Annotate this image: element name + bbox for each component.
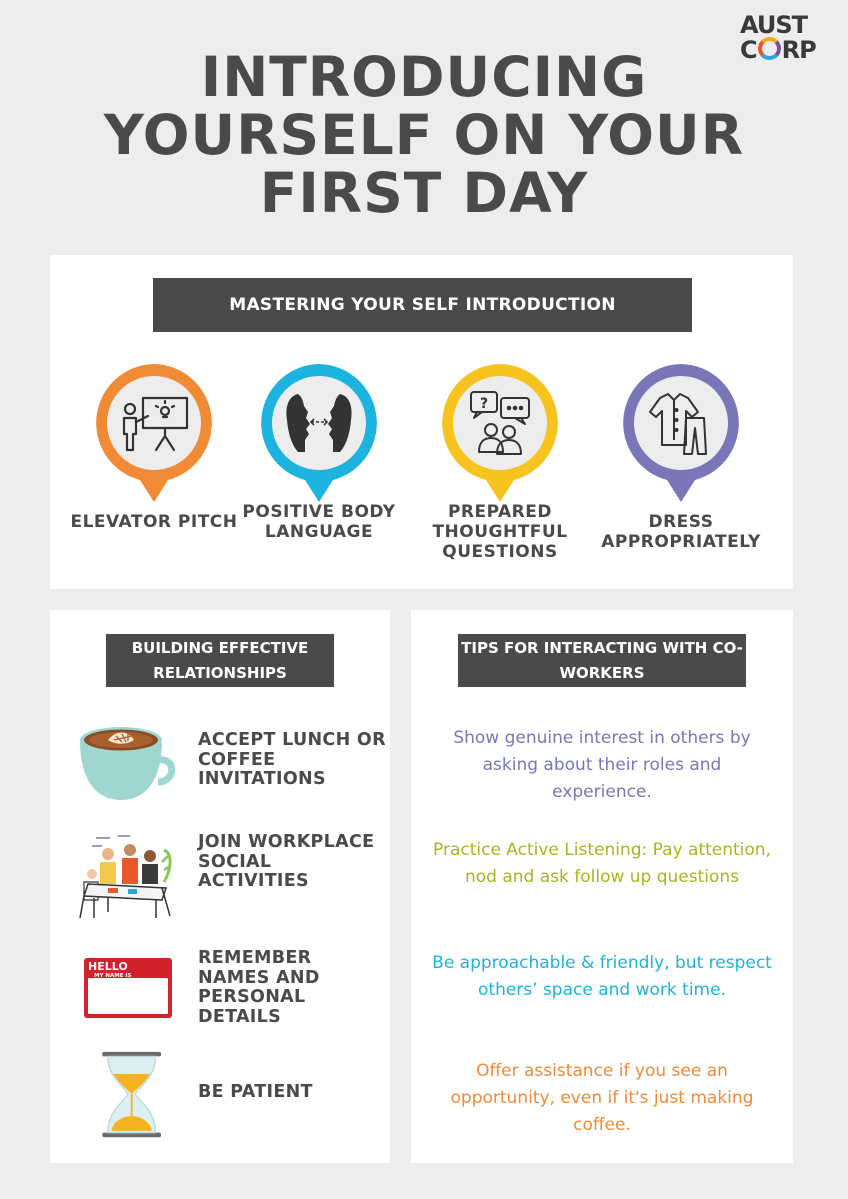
label-remember-names: REMEMBER NAMES AND PERSONAL DETAILS <box>198 948 320 1027</box>
page-title: INTRODUCING YOURSELF ON YOUR FIRST DAY <box>103 45 745 225</box>
label-positive-body-language: POSITIVE BODY LANGUAGE <box>242 502 396 542</box>
name-tag-icon <box>78 948 178 1038</box>
name-tag-my-name-is: MY NAME IS <box>94 973 132 979</box>
name-tag-hello: HELLO <box>88 960 128 973</box>
label-prepared-questions: PREPARED THOUGHTFUL QUESTIONS <box>432 502 568 562</box>
relationships-panel <box>50 610 390 1163</box>
relationships-heading: BUILDING EFFECTIVE RELATIONSHIPS <box>106 634 334 687</box>
team-table-icon <box>78 832 178 922</box>
tips-panel <box>411 610 793 1163</box>
mastering-heading: MASTERING YOUR SELF INTRODUCTION <box>153 278 692 332</box>
pin-dress-appropriately <box>620 362 742 502</box>
logo-line-1: AUST <box>740 11 807 39</box>
tip-approachable: Be approachable & friendly, but respect others’ space and work time. <box>432 953 772 1000</box>
mastering-panel <box>50 255 793 589</box>
label-elevator-pitch: ELEVATOR PITCH <box>70 512 238 532</box>
hourglass-icon <box>78 1050 178 1140</box>
label-accept-lunch: ACCEPT LUNCH OR COFFEE INVITATIONS <box>198 730 386 789</box>
label-be-patient: BE PATIENT <box>198 1082 313 1102</box>
tips-heading: TIPS FOR INTERACTING WITH CO-WORKERS <box>458 634 746 687</box>
coffee-cup-icon <box>78 720 178 810</box>
tip-genuine-interest: Show genuine interest in others by asking about their roles and experience. <box>453 728 751 802</box>
label-dress-appropriately: DRESS APPROPRIATELY <box>601 512 761 552</box>
pin-prepared-questions <box>439 362 561 502</box>
tip-offer-assistance: Offer assistance if you see an opportunity, even if it's just making coffee. <box>450 1061 754 1135</box>
pin-positive-body-language <box>258 362 380 502</box>
label-join-social: JOIN WORKPLACE SOCIAL ACTIVITIES <box>198 832 375 891</box>
svg-text:?: ? <box>479 396 489 412</box>
logo-letters-rp: RP <box>781 36 816 64</box>
logo-letter-c: C <box>740 36 757 64</box>
pin-elevator-pitch <box>93 362 215 502</box>
tip-active-listening: Practice Active Listening: Pay attention, nod and ask follow up questions <box>433 840 771 887</box>
